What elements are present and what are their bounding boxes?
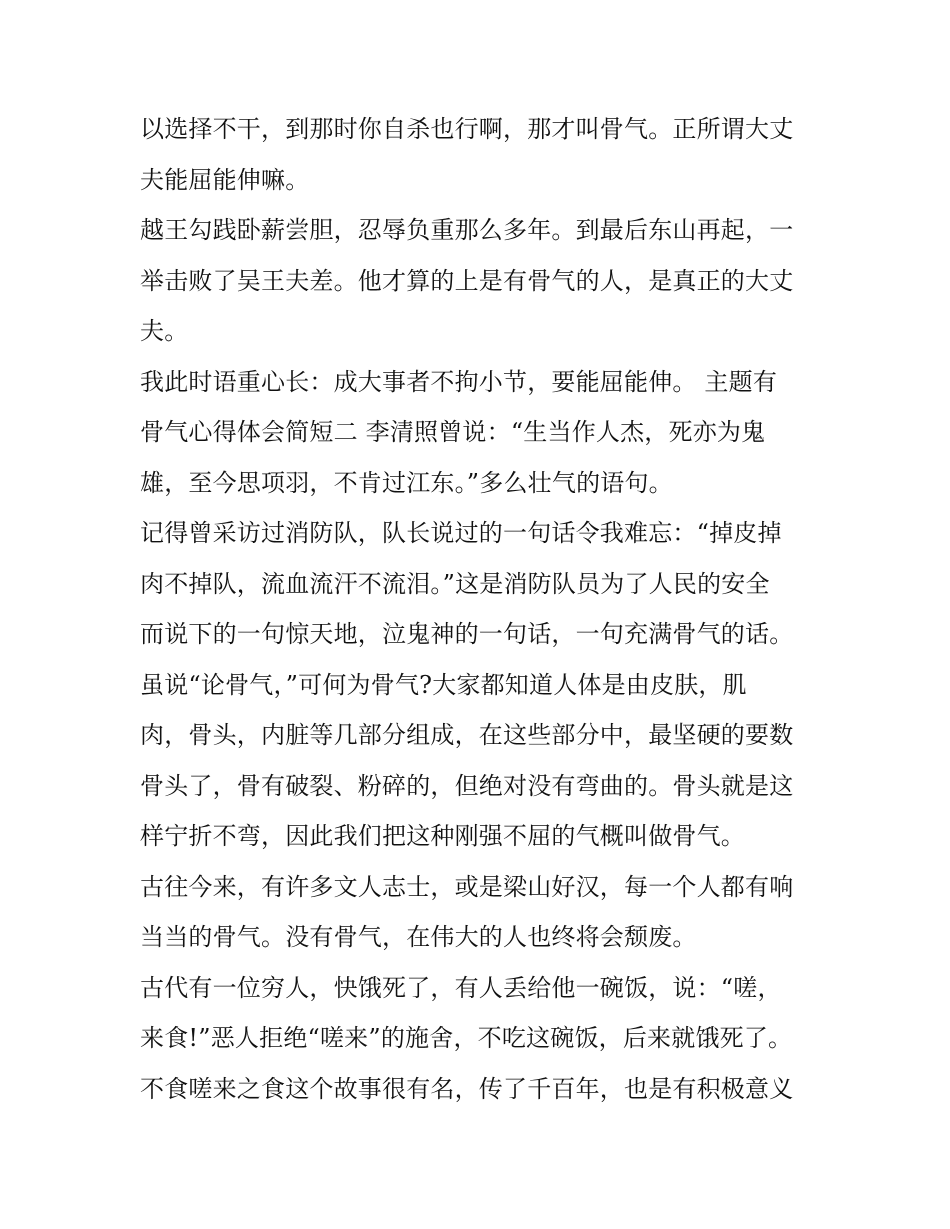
text-line: 肉，骨头，内脏等几部分组成，在这些部分中，最坚硬的要数: [140, 721, 794, 749]
text-line: 当当的骨气。没有骨气，在伟大的人也终将会颓废。: [140, 923, 697, 951]
text-line: 举击败了吴王夫差。他才算的上是有骨气的人，是真正的大丈: [140, 266, 794, 295]
text-line: 样宁折不弯，因此我们把这种刚强不屈的气概叫做骨气。: [140, 822, 745, 850]
text-line: 记得曾采访过消防队，队长说过的一句话令我难忘：“掉皮掉: [140, 519, 782, 547]
document-body: [140, 104, 820, 1114]
text-line: 来食!”恶人拒绝“嗟来”的施舍，不吃这碗饭，后来就饿死了。: [140, 1024, 793, 1052]
text-line: 以选择不干，到那时你自杀也行啊，那才叫骨气。正所谓大丈: [140, 115, 794, 143]
text-line: 雄，至今思项羽，不肯过江东。”多么壮气的语句。: [140, 468, 673, 497]
text-line: 不食嗟来之食这个故事很有名，传了千百年，也是有积极意义: [140, 1074, 794, 1103]
text-line: 肉不掉队，流血流汗不流泪。”这是消防队员为了人民的安全: [140, 569, 770, 598]
text-line: 而说下的一句惊天地，泣鬼神的一句话，一句充满骨气的话。: [140, 620, 794, 648]
text-line: 古往今来，有许多文人志士，或是梁山好汉，每一个人都有响: [140, 872, 794, 901]
text-line: 骨头了，骨有破裂、粉碎的，但绝对没有弯曲的。骨头就是这: [140, 771, 794, 800]
text-line: 夫能屈能伸嘛。: [140, 165, 310, 194]
text-line: 骨气心得体会简短二 李清照曾说：“生当作人杰，死亦为鬼: [140, 418, 766, 446]
text-line: 越王勾践卧薪尝胆，忍辱负重那么多年。到最后东山再起，一: [140, 216, 794, 244]
text-line: 虽说“论骨气，”可何为骨气?大家都知道人体是由皮肤，肌: [140, 670, 747, 699]
text-line: 我此时语重心长：成大事者不拘小节，要能屈能伸。 主题有: [140, 367, 778, 396]
text-line: 夫。: [140, 317, 189, 345]
text-line: 古代有一位穷人，快饿死了，有人丢给他一碗饭，说：“嗟，: [140, 973, 782, 1002]
